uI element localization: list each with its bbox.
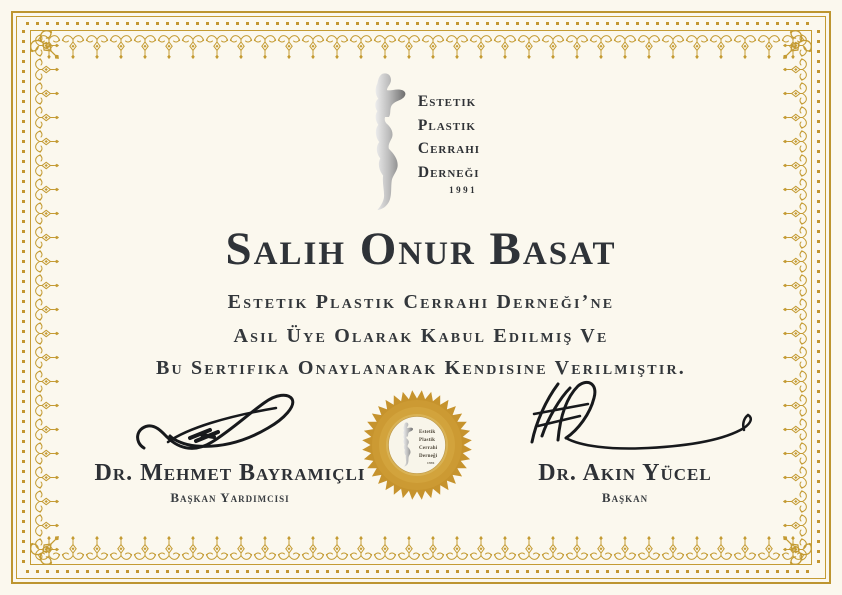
logo-org-line: Derneği: [417, 163, 480, 181]
signatory-left: [62, 460, 398, 506]
body-line-2: Asil Üye Olarak Kabul Edilmiş Ve: [233, 325, 609, 347]
ornament-corner-top-right: [768, 26, 816, 74]
body-line-1: Estetik Plastik Cerrahi Derneği’ne: [227, 291, 615, 313]
logo-org-line: Estetik: [417, 93, 477, 110]
border-dots-top: [26, 22, 816, 25]
ornament-border-top: [33, 32, 809, 62]
association-logo-text: [418, 90, 480, 197]
recipient-name: Salih Onur Basat: [225, 223, 617, 275]
logo-org-line: Cerrahi: [417, 140, 481, 157]
woman-silhouette-icon: [362, 70, 410, 214]
association-logo: [0, 70, 842, 214]
border-dots-bottom: [26, 570, 816, 573]
seal-org-line: Estetik: [419, 430, 436, 435]
signatory-left-title: Başkan Yardımcısı: [170, 490, 290, 505]
signatory-right-title: Başkan: [601, 490, 649, 505]
seal-org-line: Cerrahi: [419, 446, 438, 451]
logo-year: 1991: [449, 185, 478, 195]
signature-mehmet-bayramicli: [128, 392, 313, 456]
seal-org-line: Derneği: [419, 454, 438, 459]
logo-org-line: Plastik: [417, 116, 476, 134]
signature-akin-yucel: [508, 378, 778, 460]
signatory-left-name: Dr. Mehmet Bayramiçli: [94, 460, 366, 486]
seal-year: 1991: [427, 461, 435, 465]
ornament-corner-bottom-right: [768, 521, 816, 569]
seal-org-line: Plastik: [419, 438, 436, 443]
body-line-3: Bu Sertifika Onaylanarak Kendisine Verilmiştir.: [155, 357, 686, 379]
ornament-corner-top-left: [26, 26, 74, 74]
signatory-right-name: Dr. Akın Yücel: [538, 460, 712, 486]
ornament-border-bottom: [33, 533, 809, 563]
ornament-corner-bottom-left: [26, 521, 74, 569]
signatory-right: [480, 460, 770, 506]
